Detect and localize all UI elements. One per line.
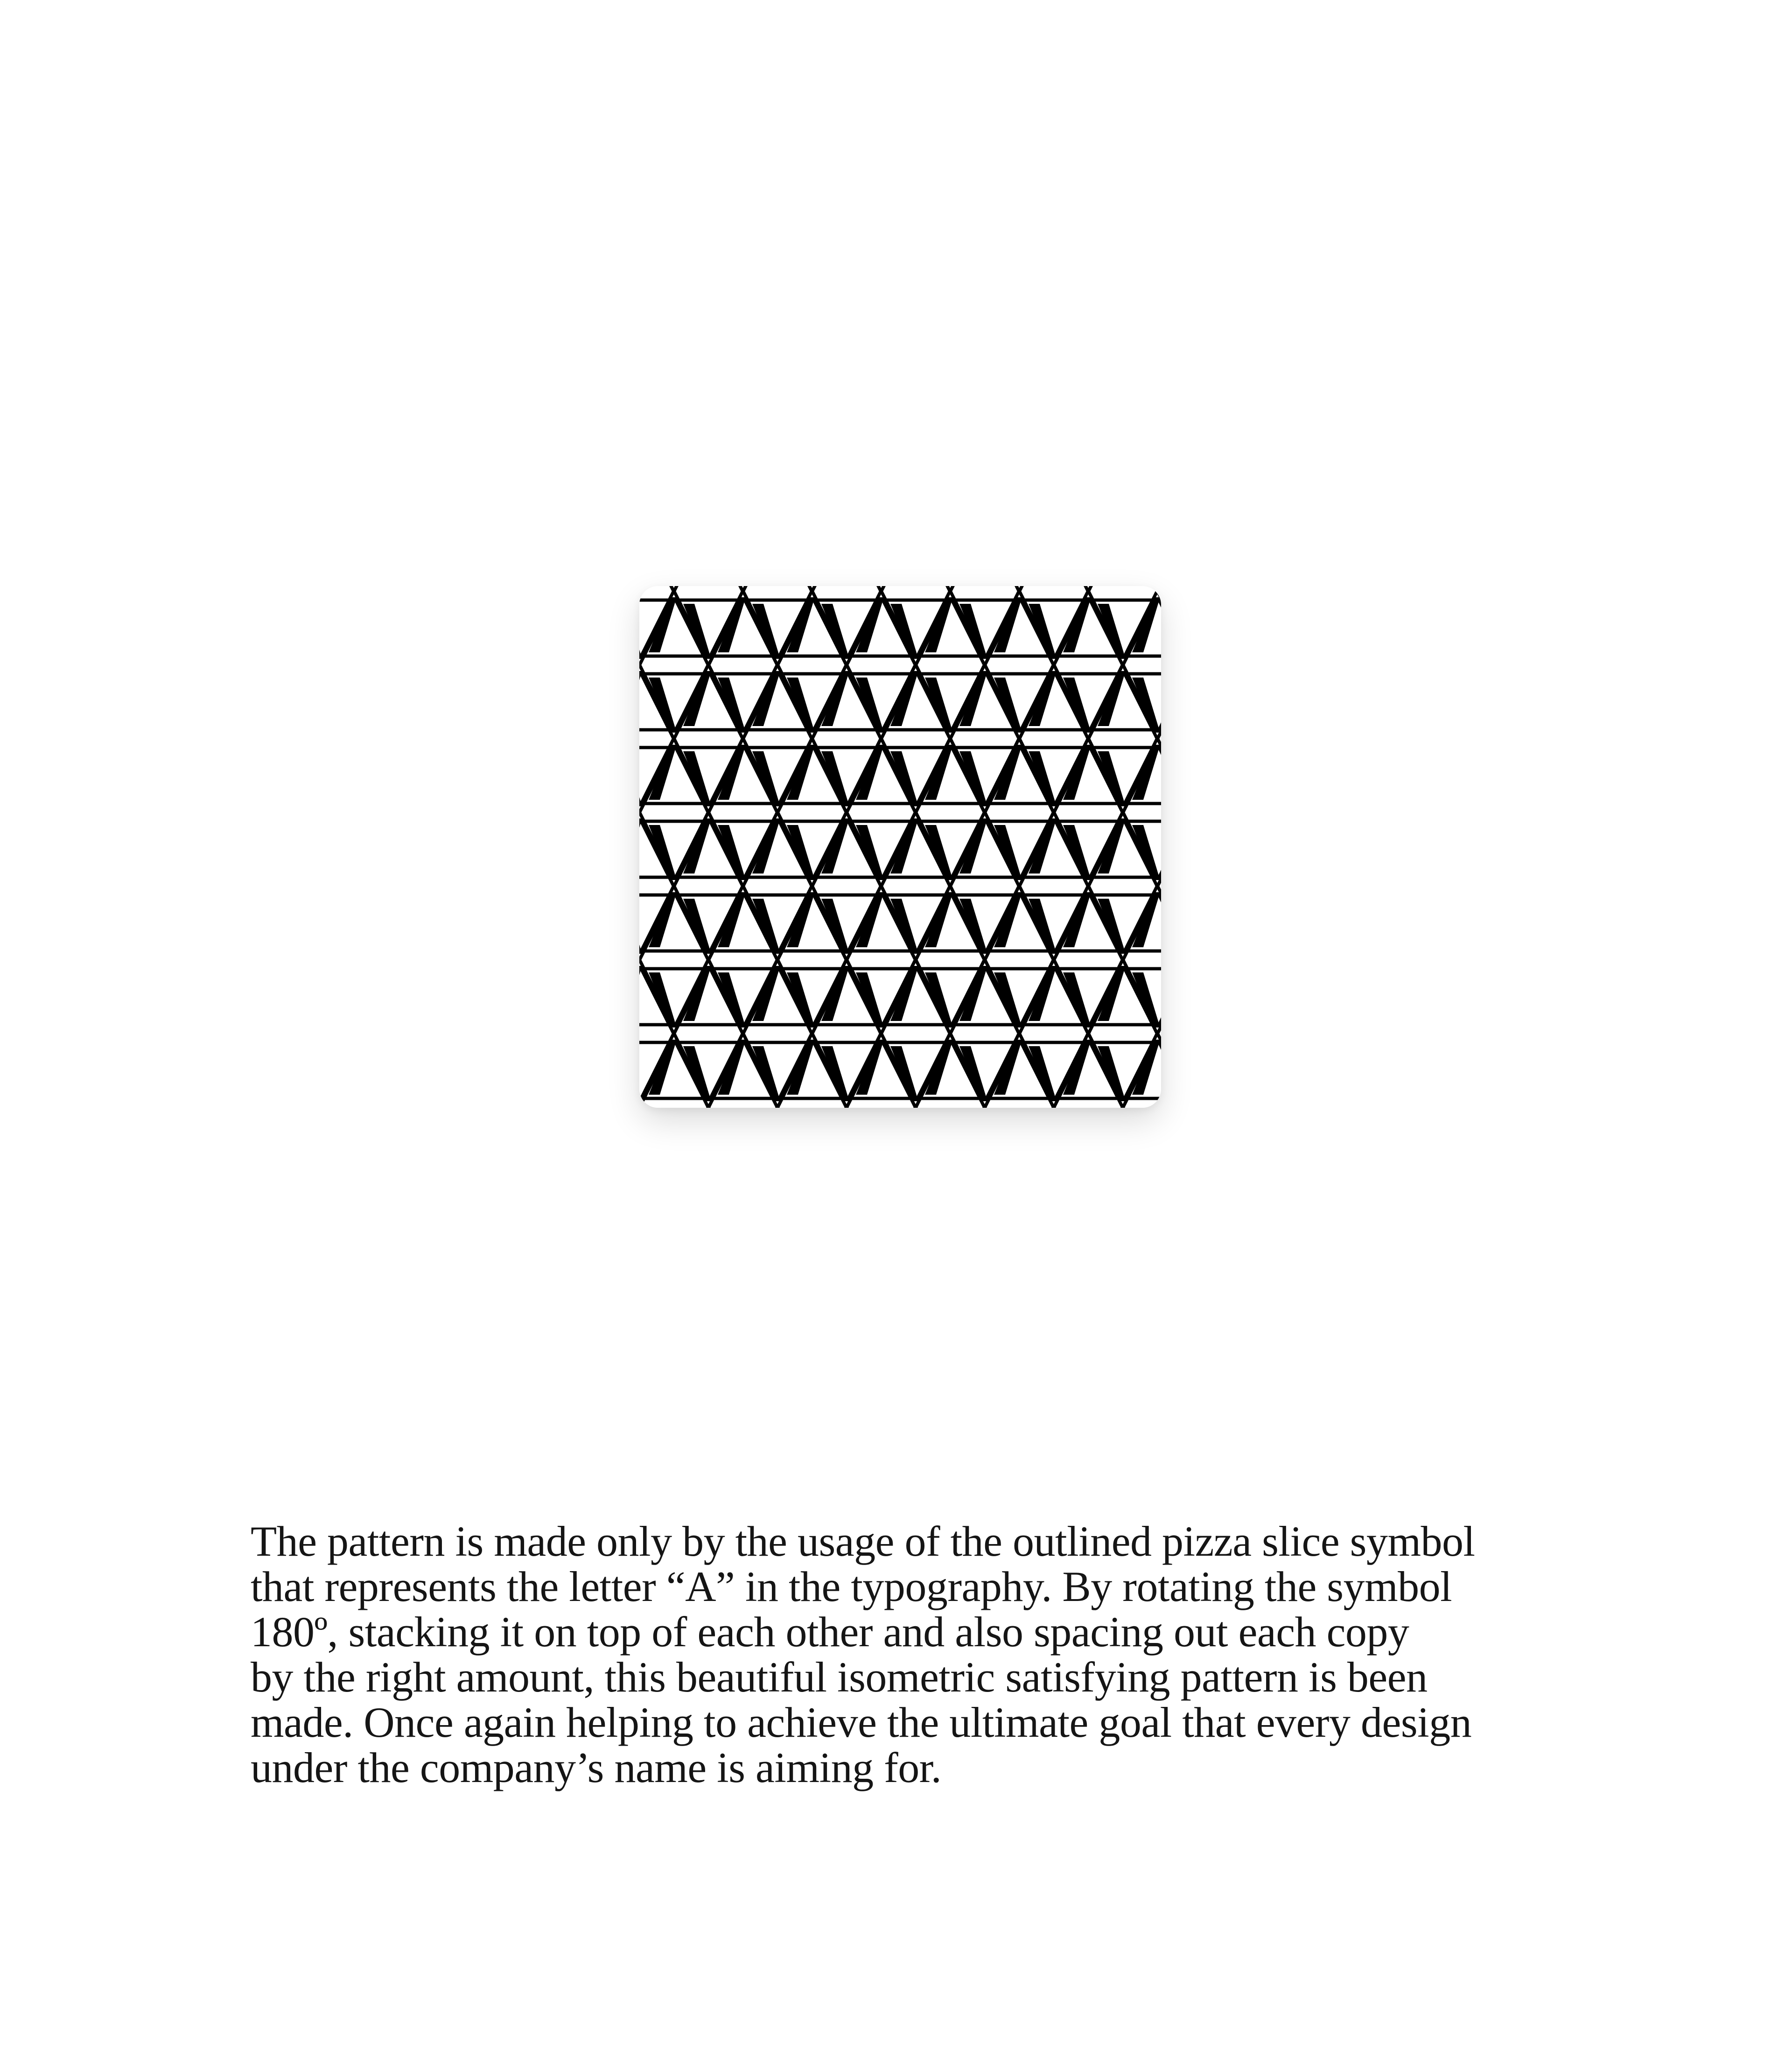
description-line: that represents the letter “A” in the typography. By rotating the symbol (251, 1563, 1452, 1610)
description-line: made. Once again helping to achieve the ultimate goal that every design (251, 1699, 1472, 1746)
pizza-slice-icon (1159, 1107, 1161, 1108)
pattern-card (639, 586, 1161, 1108)
pizza-slice-pattern (639, 586, 1161, 1108)
description-line: 180º, stacking it on top of each other and also spacing out each copy (251, 1608, 1409, 1656)
description-line: The pattern is made only by the usage of the outlined pizza slice symbol (251, 1517, 1475, 1565)
description-line: under the company’s name is aiming for. (251, 1744, 942, 1791)
pattern-description (251, 1519, 1585, 1790)
description-line: by the right amount, this beautiful isometric satisfying pattern is been (251, 1653, 1428, 1701)
